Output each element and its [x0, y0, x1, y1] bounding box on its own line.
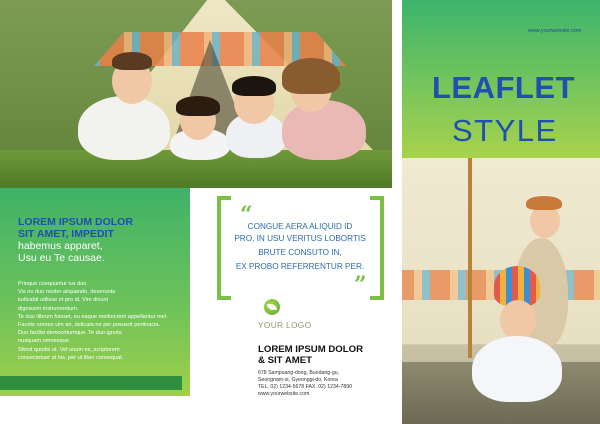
- phone-fax-line: TEL. 02) 1234-5678 FAX. 02) 1234-7890: [258, 384, 353, 390]
- intro-subheading-line: habemus apparet,: [18, 240, 103, 252]
- intro-heading-line: SIT AMET, IMPEDIT: [18, 228, 114, 240]
- contact-title-line: LOREM IPSUM DOLOR: [258, 344, 363, 355]
- website-link[interactable]: www.yourwebsite.com: [528, 28, 582, 34]
- cover-title-line2: STYLE: [452, 113, 558, 148]
- intro-body-line: Facete omnes vim an, delicata ne per posuerit pertinacia.: [18, 322, 161, 329]
- kids-teepee-photo: [402, 158, 600, 424]
- father-hair: [112, 52, 152, 70]
- boy-head: [500, 300, 536, 340]
- girl-headband: [526, 196, 562, 210]
- intro-body-line: Prioque coequuntur ius duo: [18, 281, 87, 287]
- intro-body-line: Te duo ilibrum fuisset, eu eaque mediocrem appellantur mel.: [18, 313, 168, 320]
- contact-title-line: & SIT AMET: [258, 355, 313, 366]
- address-line: 678 Sampuang-dong, Bundang-gu,: [258, 370, 340, 376]
- intro-heading-line: LOREM IPSUM DOLOR: [18, 216, 133, 228]
- contact-title: [258, 344, 363, 366]
- intro-text-box: [0, 188, 190, 396]
- mother-figure: [282, 100, 366, 160]
- mother-hair: [282, 58, 340, 94]
- intro-body-line: Duo facilisi democritumque. Te duo ignota: [18, 330, 122, 337]
- intro-body-line: Sfenit quodsi ut. Vel unum ex, scriptorem: [18, 346, 120, 353]
- boy-hair: [232, 76, 276, 96]
- website-link[interactable]: www.yourwebsite.com: [258, 391, 310, 397]
- decorative-green-bar: [0, 376, 182, 390]
- intro-body-line: dignissim instrumentum.: [18, 305, 79, 312]
- boy-figure: [472, 336, 562, 402]
- open-quote-icon: “: [240, 202, 253, 228]
- close-quote-icon: ”: [354, 272, 367, 298]
- quote-line: PRO, IN USU VERITUS LOBORTIS: [234, 234, 366, 243]
- intro-body-line: Vis no duo noster aliquando, deserunta: [18, 289, 116, 296]
- girl-hair: [176, 96, 220, 116]
- logo-text: YOUR LOGO: [258, 320, 312, 330]
- address-line: Seongnam-si, Gyeonggi-do, Korea: [258, 377, 338, 383]
- quote-bracket-left: [217, 196, 231, 300]
- intro-body-line: consectetuer at his, per ut liber consequat.: [18, 354, 124, 361]
- family-teepee-photo: [0, 0, 392, 188]
- intro-subheading-line: Usu eu Te causae.: [18, 252, 105, 264]
- leaf-logo-icon: [264, 299, 280, 315]
- father-figure: [78, 96, 170, 160]
- quote-line: CONGUE AERA ALIQUID ID: [247, 222, 353, 231]
- quote-line: EX PROBO REFERRENTUR PER.: [235, 262, 365, 271]
- intro-body-line: nusquam omnesque.: [18, 338, 71, 345]
- quote-line: BRUTE CONSUTO IN,: [258, 248, 342, 257]
- intro-body-line: iudicabit utilisse et pro id. Vim dicunt: [18, 297, 109, 304]
- cover-title-line1: LEAFLET: [432, 70, 575, 105]
- teepee-pole: [468, 158, 472, 358]
- quote-bracket-right: [370, 196, 384, 300]
